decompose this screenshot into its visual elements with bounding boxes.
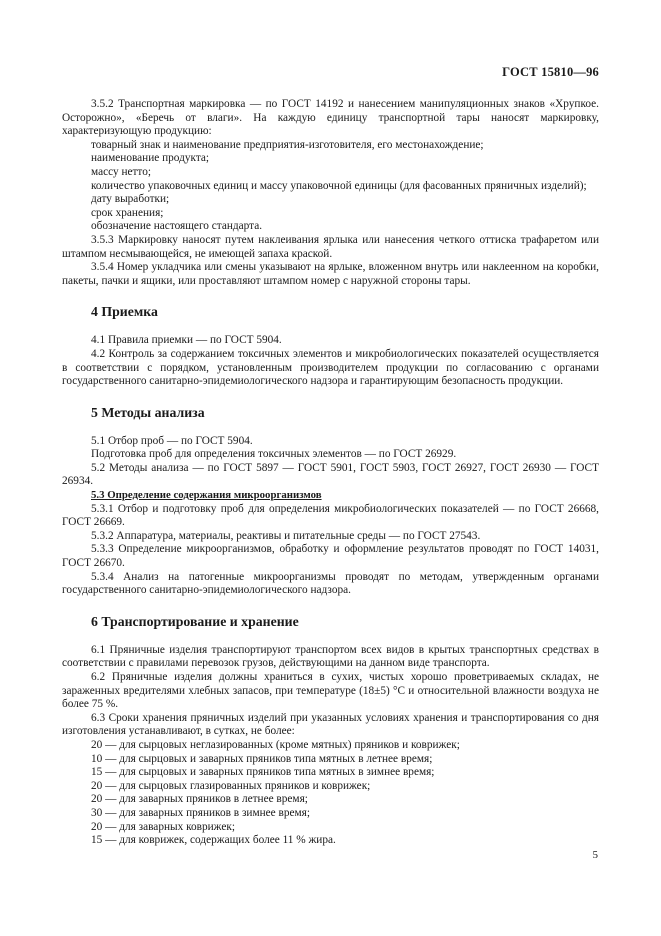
paragraph-3-5-3: 3.5.3 Маркировку наносят путем наклеивания ярлыка или нанесения четкого оттиска трафаретом или штампом несмывающейся, не имеющей запаха краской. [62, 233, 599, 260]
paragraph-5-1: 5.1 Отбор проб — по ГОСТ 5904. [91, 434, 253, 447]
storage-term-item: 10 — для сырцовых и заварных пряников типа мятных в летнее время; [91, 752, 433, 765]
storage-term-item: 20 — для заварных коврижек; [91, 820, 235, 833]
list-item: товарный знак и наименование предприятия-изготовителя, его местонахождение; [91, 138, 484, 151]
paragraph-3-5-4: 3.5.4 Номер укладчика или смены указывают на ярлыке, вложенном внутрь или наклеенном на коробки, пакеты, пачки и ящики, или проставляют штампом номер с наружной стороны тары. [62, 261, 599, 287]
storage-term-item: 20 — для сырцовых глазированных пряников и коврижек; [91, 779, 371, 792]
storage-term-item: 15 — для коврижек, содержащих более 11 % жира. [91, 834, 336, 847]
list-item: наименование продукта; [91, 152, 210, 165]
list-item: массу нетто; [91, 165, 152, 178]
paragraph-5-1-prep: Подготовка проб для определения токсичных элементов — по ГОСТ 26929. [91, 448, 457, 461]
paragraph-4-2: 4.2 Контроль за содержанием токсичных элементов и микробиологических показателей осуществляется в соответствии с порядком, установленным производителем продукции по согласованию с органами государственного санитарно-эпидемиологического надзора и гарантирующим безопасность продукции. [62, 347, 599, 388]
storage-term-item: 15 — для сырцовых и заварных пряников типа мятных в зимнее время; [91, 766, 435, 779]
paragraph-6-3: 6.3 Сроки хранения пряничных изделий при указанных условиях хранения и транспортирования со дня изготовления устанавливают, в сутках, не более: [62, 711, 599, 738]
paragraph-6-1: 6.1 Пряничные изделия транспортируют транспортом всех видов в крытых транспортных средствах в соответствии с правилами перевозок грузов, действующими на данном виде транспорта. [62, 643, 599, 670]
paragraph-3-5-2: 3.5.2 Транспортная маркировка — по ГОСТ 14192 и нанесением манипуляционных знаков «Хрупкое. Осторожно», «Беречь от влаги». На каждую единицу транспортной тары наносят маркировку, характеризующую продукцию: [62, 98, 599, 138]
paragraph-5-3-3: 5.3.3 Определение микроорганизмов, обработку и оформление результатов проводят по ГОСТ 14031, ГОСТ 26670. [62, 543, 599, 570]
paragraph-5-3-2: 5.3.2 Аппаратура, материалы, реактивы и питательные среды — по ГОСТ 27543. [91, 529, 481, 542]
storage-term-item: 20 — для сырцовых неглазированных (кроме мятных) пряников и коврижек; [91, 738, 460, 751]
paragraph-5-3-1: 5.3.1 Отбор и подготовку проб для определения микробиологических показателей — по ГОСТ 26668, ГОСТ 26669. [62, 502, 599, 529]
section-5-heading: 5 Методы анализа [91, 404, 205, 420]
page-content [62, 98, 599, 848]
storage-term-item: 30 — для заварных пряников в зимнее время; [91, 806, 310, 819]
paragraph-5-2: 5.2 Методы анализа — по ГОСТ 5897 — ГОСТ 5901, ГОСТ 5903, ГОСТ 26927, ГОСТ 26930 — ГОСТ 26934. [62, 461, 599, 488]
list-item: количество упаковочных единиц и массу упаковочной единицы (для фасованных пряничных изделий); [91, 179, 587, 192]
paragraph-5-3-4: 5.3.4 Анализ на патогенные микроорганизмы проводят по методам, утвержденным органами государственного санитарно-эпидемиологического надзора. [62, 570, 599, 597]
list-item: срок хранения; [91, 206, 164, 219]
document-code: ГОСТ 15810—96 [502, 65, 599, 79]
page-number: 5 [592, 849, 598, 861]
list-item: обозначение настоящего стандарта. [91, 220, 263, 233]
subsection-5-3-heading: 5.3 Определение содержания микроорганизмов [91, 489, 322, 502]
paragraph-6-2: 6.2 Пряничные изделия должны храниться в сухих, чистых хорошо проветриваемых складах, не зараженных вредителями хлебных запасов, при температуре (18±5) °С и относительной влажности воздуха не более 75 %. [62, 671, 599, 711]
list-item: дату выработки; [91, 193, 170, 206]
section-4-heading: 4 Приемка [91, 304, 158, 320]
section-6-heading: 6 Транспортирование и хранение [91, 613, 299, 629]
paragraph-4-1: 4.1 Правила приемки — по ГОСТ 5904. [91, 334, 282, 347]
storage-term-item: 20 — для заварных пряников в летнее время; [91, 793, 308, 806]
